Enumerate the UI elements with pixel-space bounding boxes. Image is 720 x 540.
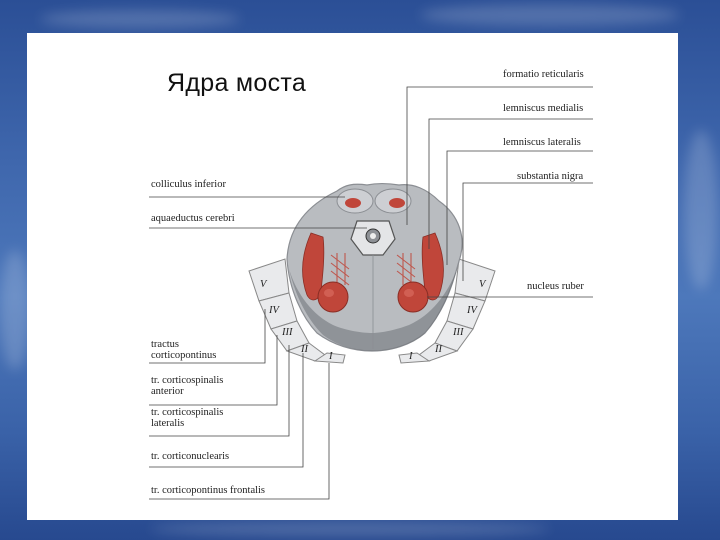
label-tr-corticospinalis-anterior: tr. corticospinalis anterior	[151, 375, 224, 397]
tract-numeral-left-3: III	[282, 327, 293, 338]
label-colliculus-inferior: colliculus inferior	[151, 179, 226, 190]
tract-numeral-right-4: IV	[467, 305, 477, 316]
nucleus-ruber-left	[318, 282, 348, 312]
tract-numeral-right-5: V	[479, 279, 486, 290]
label-lemniscus-medialis: lemniscus medialis	[503, 103, 584, 114]
tract-numeral-right-1: I	[409, 351, 413, 362]
tract-numeral-left-1: I	[329, 351, 333, 362]
background-cloud	[684, 130, 718, 290]
slide-title: Ядра моста	[167, 69, 307, 97]
tract-numeral-right-3: III	[453, 327, 464, 338]
label-lemniscus-lateralis: lemniscus lateralis	[503, 137, 581, 148]
tract-numeral-right-2: II	[435, 344, 442, 355]
label-tr-corticospinalis-lateralis: tr. corticospinalis lateralis	[151, 407, 224, 429]
background-cloud	[40, 10, 240, 28]
label-substantia-nigra: substantia nigra	[517, 171, 584, 182]
slide-panel	[27, 33, 678, 520]
label-nucleus-ruber: nucleus ruber	[527, 281, 584, 292]
background-cloud	[0, 250, 30, 370]
tract-numeral-left-5: V	[260, 279, 267, 290]
label-aquaeductus-cerebri: aquaeductus cerebri	[151, 213, 235, 224]
background-cloud	[420, 4, 680, 26]
label-tr-corticopontinus-frontalis: tr. corticopontinus frontalis	[151, 485, 266, 496]
label-tr-corticonuclearis: tr. corticonuclearis	[151, 451, 230, 462]
label-formatio-reticularis: formatio reticularis	[503, 69, 584, 80]
background-cloud	[150, 522, 550, 536]
tract-numeral-left-4: IV	[269, 305, 279, 316]
tract-numeral-left-2: II	[301, 344, 308, 355]
nucleus-ruber-right	[398, 282, 428, 312]
label-tractus-corticopontinus: tractus corticopontinus	[151, 339, 217, 361]
